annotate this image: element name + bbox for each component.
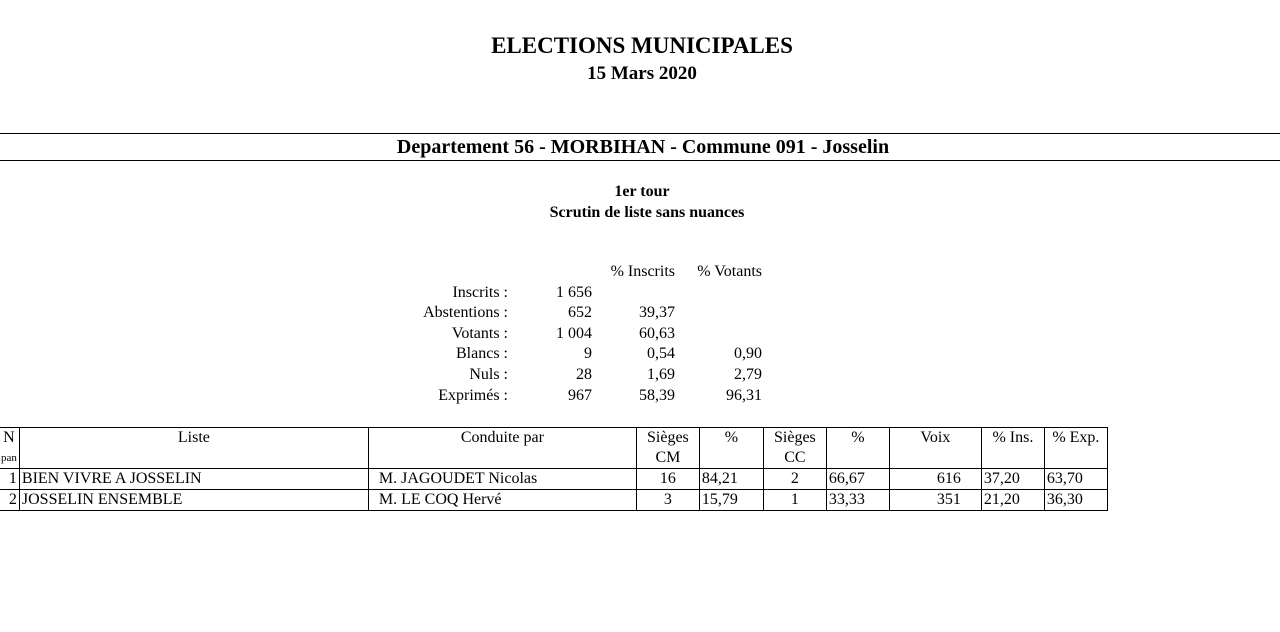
results-table: [0, 427, 1108, 511]
stats-pct-inscrits: 0,54: [647, 345, 675, 362]
stats-header-pct-votants: % Votants: [697, 263, 762, 280]
header-sieges-cc-sub: CC: [763, 448, 826, 469]
tour-label: 1er tour: [614, 183, 670, 200]
table-header-row: [0, 428, 1107, 449]
cell-pct-ins: 21,20: [981, 490, 1044, 511]
stats-value: 1 004: [556, 325, 592, 342]
cell-sieges-cm: 16: [636, 469, 699, 490]
cell-pct-exp: 36,30: [1044, 490, 1107, 511]
stats-pct-inscrits: 39,37: [639, 304, 675, 321]
stats-pct-inscrits: 60,63: [639, 325, 675, 342]
stats-label: Abstentions :: [423, 304, 508, 321]
stats-value: 28: [576, 366, 592, 383]
cell-n: 1: [0, 469, 19, 490]
stats-value: 1 656: [556, 284, 592, 301]
cell-conduite: M. LE COQ Hervé: [368, 490, 636, 511]
election-date: 15 Mars 2020: [587, 63, 697, 84]
stats-label: Nuls :: [469, 366, 508, 383]
header-sieges-cc: Sièges: [763, 428, 826, 449]
stats-label: Exprimés :: [438, 387, 508, 404]
scrutin-label: Scrutin de liste sans nuances: [549, 204, 745, 221]
stats-pct-inscrits: 1,69: [647, 366, 675, 383]
department-label: Departement 56 - MORBIHAN - Commune 091 - Josselin: [396, 136, 890, 158]
cell-pct-cc: 66,67: [826, 469, 889, 490]
page-title: ELECTIONS MUNICIPALES: [491, 33, 793, 58]
cell-pct-cc: 33,33: [826, 490, 889, 511]
cell-pct-cm: 15,79: [699, 490, 763, 511]
table-row: [0, 490, 1107, 511]
stats-pct-votants: 2,79: [734, 366, 762, 383]
stats-value: 652: [568, 304, 592, 321]
stats-header-pct-inscrits: % Inscrits: [610, 263, 675, 280]
department-banner: [0, 133, 1280, 161]
cell-sieges-cm: 3: [636, 490, 699, 511]
stats-pct-votants: 0,90: [734, 345, 762, 362]
header-sieges-cm-sub: CM: [636, 448, 699, 469]
stats-pct-votants: 96,31: [726, 387, 762, 404]
header-pct-ins: % Ins.: [981, 428, 1044, 449]
stats-label: Votants :: [451, 325, 508, 342]
cell-voix: 351: [889, 490, 981, 511]
stats-label: Blancs :: [456, 345, 508, 362]
header-pct-exp: % Exp.: [1044, 428, 1107, 449]
stats-pct-inscrits: 58,39: [639, 387, 675, 404]
cell-conduite: M. JAGOUDET Nicolas: [368, 469, 636, 490]
header-n: N: [0, 428, 19, 449]
cell-voix: 616: [889, 469, 981, 490]
cell-pct-cm: 84,21: [699, 469, 763, 490]
header-sieges-cm: Sièges: [636, 428, 699, 449]
header-conduite: Conduite par: [368, 428, 636, 449]
cell-liste: JOSSELIN ENSEMBLE: [19, 490, 368, 511]
header-pct-cc: %: [826, 428, 889, 449]
stats-label: Inscrits :: [452, 284, 508, 301]
cell-sieges-cc: 1: [763, 490, 826, 511]
header-n-sub: pan: [0, 448, 19, 469]
cell-sieges-cc: 2: [763, 469, 826, 490]
stats-value: 9: [584, 345, 592, 362]
cell-pct-ins: 37,20: [981, 469, 1044, 490]
stats-value: 967: [568, 387, 592, 404]
table-header-subrow: [0, 448, 1107, 469]
header-voix: Voix: [889, 428, 981, 449]
cell-liste: BIEN VIVRE A JOSSELIN: [19, 469, 368, 490]
table-row: [0, 469, 1107, 490]
header-liste: Liste: [19, 428, 368, 449]
cell-pct-exp: 63,70: [1044, 469, 1107, 490]
cell-n: 2: [0, 490, 19, 511]
header-pct-cm: %: [699, 428, 763, 449]
